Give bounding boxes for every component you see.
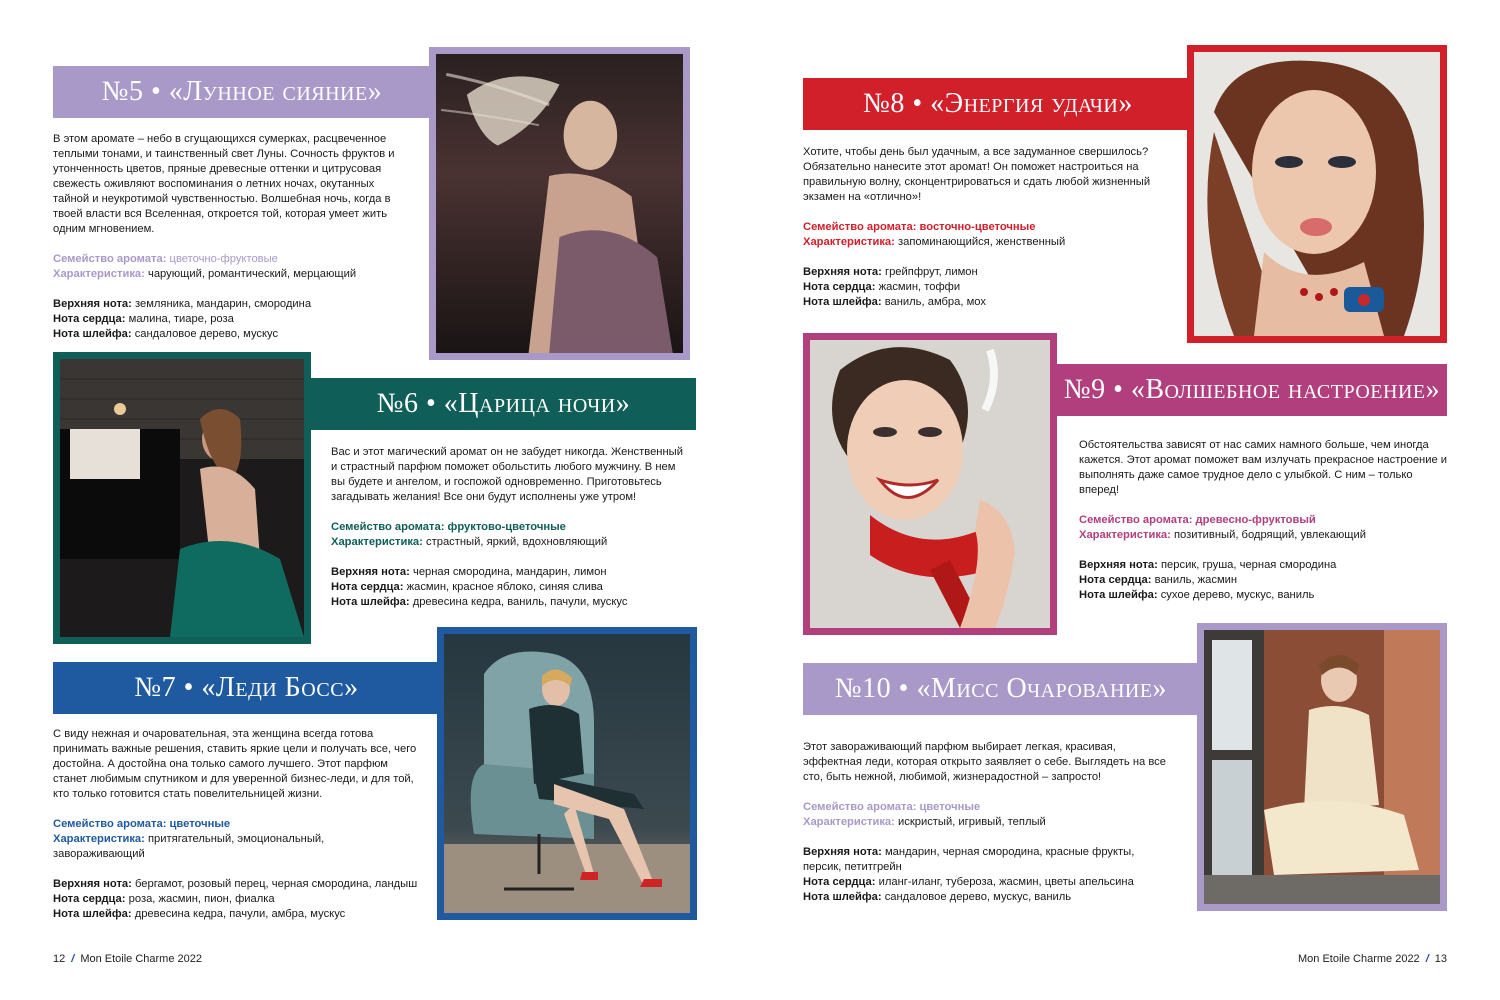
- perfume-6-notes: [331, 565, 686, 610]
- base-note-value: древесина кедра, ваниль, пачули, мускус: [412, 596, 628, 608]
- characteristic-value: чарующий, романтический, мерцающий: [148, 268, 357, 280]
- perfume-6-description: Вас и этот магический аромат он не забудет никогда. Женственный и страстный парфюм поможет обольстить любого мужчину. В нем вы будете и ангелом, и госпожой одновременно. Приготовьтесь загадывать желания! Все они будут исполнены уже утром!: [331, 446, 683, 503]
- family-label: Семейство аромата:: [53, 818, 167, 830]
- top-note: [53, 297, 413, 312]
- heart-note: [803, 280, 1178, 295]
- family-value: цветочные: [169, 818, 231, 830]
- base-note-label: Нота шлейфа:: [331, 596, 410, 608]
- perfume-9-characteristic: [1079, 528, 1449, 543]
- perfume-7-title: №7 • «Леди Босс»: [134, 672, 359, 703]
- perfume-9-title-banner: [1057, 364, 1447, 416]
- characteristic-value: запоминающийся, женственный: [898, 236, 1066, 248]
- characteristic-label: Характеристика:: [803, 816, 895, 828]
- base-note-value: сандаловое дерево, мускус, ваниль: [884, 891, 1072, 903]
- heart-note-label: Нота сердца:: [331, 581, 404, 593]
- perfume-8-characteristic: [803, 235, 1178, 250]
- photo-smiling-woman-red-scarf: [810, 340, 1050, 628]
- base-note: [803, 295, 1178, 310]
- characteristic-value: притягательный, эмоциональный, завораживающий: [53, 833, 325, 860]
- heart-note: [1079, 573, 1449, 588]
- family-value: фруктово-цветочные: [447, 521, 566, 533]
- perfume-7-family: [53, 817, 418, 832]
- base-note-value: древесина кедра, пачули, амбра, мускус: [134, 908, 346, 920]
- perfume-9-notes: [1079, 558, 1449, 603]
- photo-woman-at-piano: [60, 359, 304, 637]
- characteristic-value: искристый, игривый, теплый: [898, 816, 1046, 828]
- perfume-7-text: [53, 727, 418, 922]
- perfume-7-notes: [53, 877, 418, 922]
- perfume-10-characteristic: [803, 815, 1173, 830]
- family-label: Семейство аромата:: [331, 521, 445, 533]
- perfume-8-description: Хотите, чтобы день был удачным, а все задуманное свершилось? Обязательно нанесите этот аромат! Он поможет настроиться на правильную волну, сконцентрироваться и сдать любой жизненный экзамен на «отлично»!: [803, 146, 1151, 203]
- perfume-10-description: Этот завораживающий парфюм выбирает легкая, красивая, эффектная леди, которая открыто заявляет о себе. Выглядеть на все сто, быть нежной, любимой, жизнерадостной – запросто!: [803, 741, 1166, 783]
- perfume-10-family: [803, 800, 1173, 815]
- base-note: [53, 327, 413, 342]
- perfume-10-title: №10 • «Мисс Очарование»: [834, 673, 1168, 704]
- perfume-10-notes: [803, 845, 1173, 905]
- top-note-label: Верхняя нота:: [1079, 559, 1158, 571]
- characteristic-label: Характеристика:: [53, 268, 145, 280]
- heart-note-label: Нота сердца:: [53, 313, 126, 325]
- top-note-value: бергамот, розовый перец, черная смородина, ландыш: [134, 878, 418, 890]
- perfume-7-description: С виду нежная и очаровательная, эта женщина всегда готова принимать важные решения, ставить яркие цели и получать все, чего достойна. А достойна она только самого лучшего. Этот парфюм станет любимым спутником и для уверенной бизнес-леди, и для той, кто только готовится стать повелительницей жизни.: [53, 728, 417, 800]
- base-note: [803, 890, 1173, 905]
- left-magazine-title: Mon Etoile Charme 2022: [80, 953, 202, 965]
- base-note-label: Нота шлейфа:: [803, 891, 882, 903]
- family-value: цветочно-фруктовые: [169, 253, 278, 265]
- heart-note-label: Нота сердца:: [803, 281, 876, 293]
- characteristic-label: Характеристика:: [1079, 529, 1171, 541]
- family-label: Семейство аромата:: [803, 801, 917, 813]
- photo-woman-at-window: [1204, 630, 1440, 904]
- perfume-10-text: [803, 740, 1173, 905]
- heart-note-value: иланг-иланг, тубероза, жасмин, цветы апельсина: [878, 876, 1134, 888]
- perfume-9-photo: [810, 340, 1050, 628]
- photo-woman-in-armchair: [444, 634, 690, 913]
- perfume-5-title-banner: [53, 66, 431, 118]
- top-note: [331, 565, 686, 580]
- perfume-7-photo-frame: [437, 627, 697, 920]
- perfume-8-text: [803, 145, 1178, 310]
- top-note-value: черная смородина, мандарин, лимон: [412, 566, 607, 578]
- perfume-10-photo: [1204, 630, 1440, 904]
- perfume-6-title: №6 • «Царица ночи»: [376, 388, 631, 419]
- perfume-5-family: [53, 252, 413, 267]
- perfume-8-family: [803, 220, 1178, 235]
- base-note-value: сухое дерево, мускус, ваниль: [1160, 589, 1315, 601]
- characteristic-value: позитивный, бодрящий, увлекающий: [1174, 529, 1367, 541]
- left-page-footer: [53, 953, 202, 965]
- perfume-10-title-banner: [803, 663, 1199, 715]
- base-note: [53, 907, 418, 922]
- perfume-6-text: [331, 445, 686, 610]
- base-note-label: Нота шлейфа:: [53, 908, 132, 920]
- perfume-8-photo-frame: [1187, 45, 1447, 343]
- perfume-5-title: №5 • «Лунное сияние»: [101, 76, 383, 107]
- perfume-6-characteristic: [331, 535, 686, 550]
- right-page-footer: [1298, 953, 1447, 965]
- heart-note-value: малина, тиаре, роза: [128, 313, 234, 325]
- family-value: восточно-цветочные: [919, 221, 1036, 233]
- base-note-value: ваниль, амбра, мох: [884, 296, 986, 308]
- perfume-5-photo: [436, 54, 683, 353]
- footer-slash: /: [1425, 953, 1429, 965]
- base-note: [331, 595, 686, 610]
- base-note-label: Нота шлейфа:: [1079, 589, 1158, 601]
- perfume-6-photo: [60, 359, 304, 637]
- perfume-9-family: [1079, 513, 1449, 528]
- footer-slash: /: [71, 953, 75, 965]
- base-note-value: сандаловое дерево, мускус: [134, 328, 279, 340]
- top-note-value: персик, груша, черная смородина: [1160, 559, 1337, 571]
- heart-note-value: жасмин, тоффи: [878, 281, 961, 293]
- perfume-5-characteristic: [53, 267, 413, 282]
- family-label: Семейство аромата:: [803, 221, 917, 233]
- perfume-10-photo-frame: [1197, 623, 1447, 911]
- perfume-5-photo-frame: [429, 47, 690, 360]
- top-note: [1079, 558, 1449, 573]
- heart-note: [803, 875, 1173, 890]
- photo-blonde-woman: [436, 54, 683, 353]
- perfume-8-title-banner: [803, 78, 1193, 130]
- perfume-7-photo: [444, 634, 690, 913]
- top-note-label: Верхняя нота:: [803, 846, 882, 858]
- perfume-8-notes: [803, 265, 1178, 310]
- base-note-label: Нота шлейфа:: [53, 328, 132, 340]
- perfume-9-text: [1079, 438, 1449, 603]
- photo-woman-portrait-red-lips: [1194, 52, 1440, 336]
- heart-note: [53, 892, 418, 907]
- characteristic-value: страстный, яркий, вдохновляющий: [426, 536, 608, 548]
- top-note-label: Верхняя нота:: [53, 878, 132, 890]
- base-note-label: Нота шлейфа:: [803, 296, 882, 308]
- top-note-value: мандарин, черная смородина, красные фрукты, персик, петитгрейн: [803, 846, 1135, 873]
- top-note-value: земляника, мандарин, смородина: [134, 298, 312, 310]
- perfume-5-notes: [53, 297, 413, 342]
- heart-note-value: роза, жасмин, пион, фиалка: [128, 893, 275, 905]
- perfume-6-title-banner: [311, 378, 696, 430]
- family-label: Семейство аромата:: [1079, 514, 1193, 526]
- perfume-9-photo-frame: [803, 333, 1057, 635]
- heart-note-label: Нота сердца:: [1079, 574, 1152, 586]
- base-note: [1079, 588, 1449, 603]
- heart-note: [53, 312, 413, 327]
- perfume-9-description: Обстоятельства зависят от нас самих намного больше, чем иногда кажется. Этот аромат поможет вам излучать прекрасное настроение и выполнять даже самое трудное дело с улыбкой. С ним – только вперед!: [1079, 439, 1448, 496]
- right-magazine-title: Mon Etoile Charme 2022: [1298, 953, 1420, 965]
- perfume-9-title: №9 • «Волшебное настроение»: [1063, 374, 1441, 405]
- characteristic-label: Характеристика:: [803, 236, 895, 248]
- heart-note-value: жасмин, красное яблоко, синяя слива: [406, 581, 603, 593]
- top-note: [53, 877, 418, 892]
- perfume-8-title: №8 • «Энергия удачи»: [863, 88, 1133, 119]
- top-note-label: Верхняя нота:: [803, 266, 882, 278]
- right-page-number: 13: [1434, 953, 1447, 965]
- heart-note: [331, 580, 686, 595]
- characteristic-label: Характеристика:: [53, 833, 145, 845]
- perfume-8-photo: [1194, 52, 1440, 336]
- heart-note-value: ваниль, жасмин: [1154, 574, 1238, 586]
- heart-note-label: Нота сердца:: [803, 876, 876, 888]
- perfume-6-family: [331, 520, 686, 535]
- top-note-value: грейпфрут, лимон: [884, 266, 978, 278]
- top-note-label: Верхняя нота:: [331, 566, 410, 578]
- family-value: древесно-фруктовый: [1195, 514, 1316, 526]
- heart-note-label: Нота сердца:: [53, 893, 126, 905]
- perfume-7-characteristic: [53, 832, 418, 862]
- perfume-6-photo-frame: [53, 352, 311, 644]
- family-label: Семейство аромата:: [53, 253, 167, 265]
- top-note: [803, 265, 1178, 280]
- perfume-5-text: [53, 132, 413, 342]
- top-note-label: Верхняя нота:: [53, 298, 132, 310]
- family-value: цветочные: [919, 801, 981, 813]
- perfume-5-description: В этом аромате – небо в сгущающихся сумерках, расцвеченное теплыми тонами, и таинственный свет Луны. Сочность фруктов и утонченность цветов, пряные древесные оттенки и цитрусовая свежесть оживляют воспоминания о летних ночах, окутанных тайной и неукротимой чувственностью. Волшебная ночь, когда в твоей власти вся Вселенная, откроется той, которая умеет жить одним мгновением.: [53, 133, 395, 235]
- left-page-number: 12: [53, 953, 66, 965]
- perfume-7-title-banner: [53, 662, 440, 714]
- characteristic-label: Характеристика:: [331, 536, 423, 548]
- top-note: [803, 845, 1173, 875]
